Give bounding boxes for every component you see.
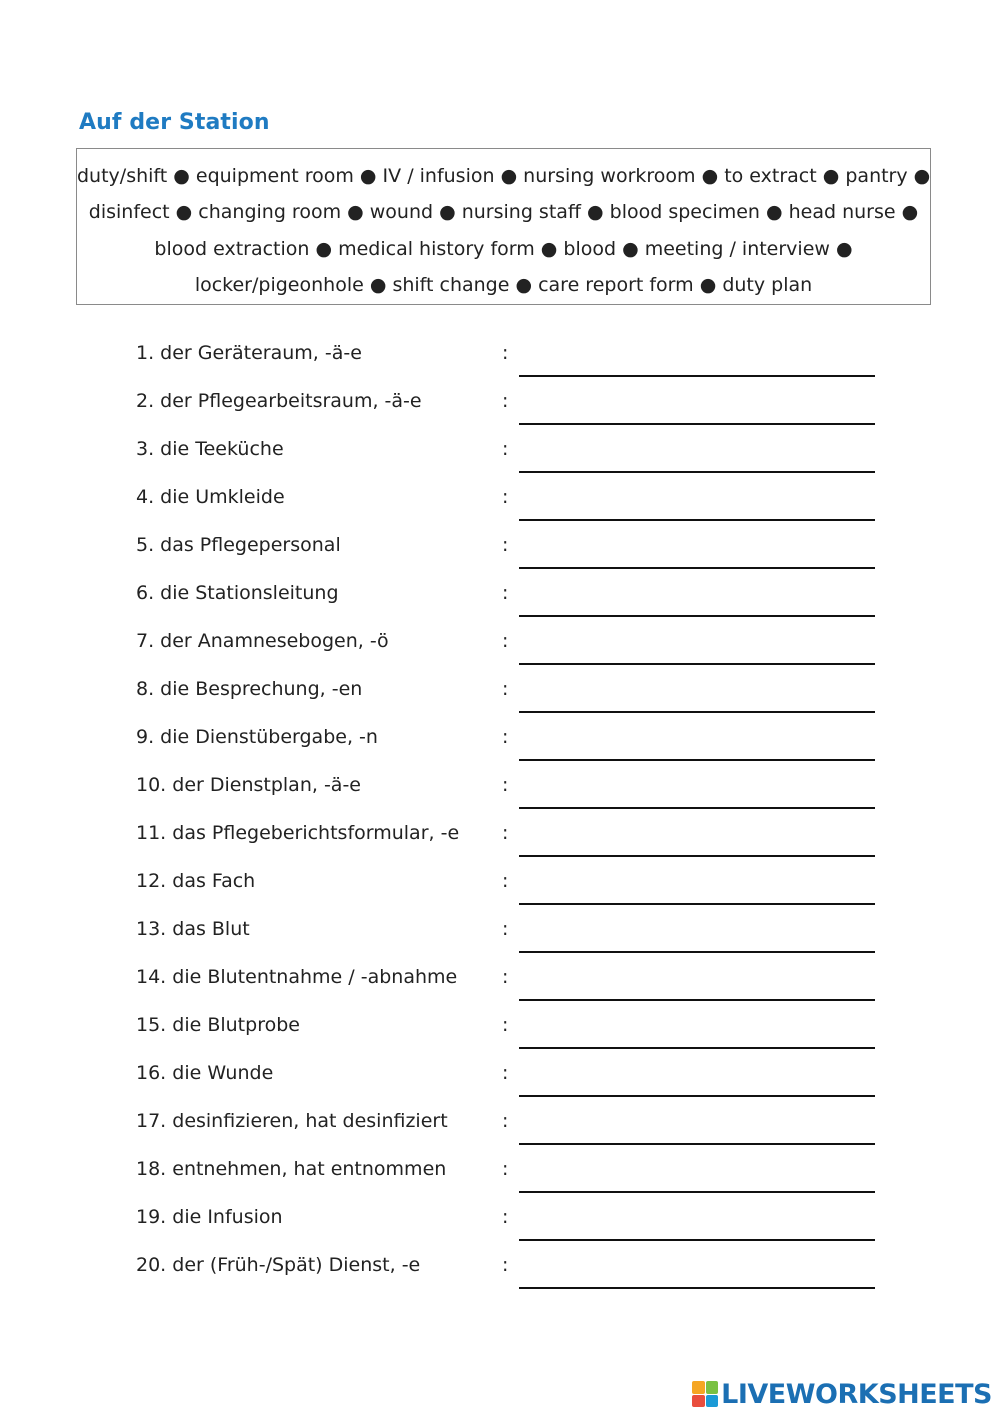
german-term: 7. der Anamnesebogen, -ö [136,630,389,652]
answer-input[interactable] [519,487,875,521]
separator-colon: : [502,966,509,988]
exercise-row [0,341,1000,389]
separator-colon: : [502,1254,509,1276]
exercise-row [0,869,1000,917]
german-term: 15. die Blutprobe [136,1014,300,1036]
german-term: 9. die Dienstübergabe, -n [136,726,378,748]
exercise-row [0,1109,1000,1157]
answer-input[interactable] [519,1159,875,1193]
separator-colon: : [502,486,509,508]
answer-input[interactable] [519,583,875,617]
exercise-row [0,437,1000,485]
answer-input[interactable] [519,1063,875,1097]
exercise-row [0,1157,1000,1205]
separator-colon: : [502,726,509,748]
separator-colon: : [502,342,509,364]
word-bank [76,148,931,305]
exercise-row [0,1205,1000,1253]
word-bank-line: blood extraction ● medical history form ● blood ● meeting / interview ● [154,237,853,260]
separator-colon: : [502,1206,509,1228]
separator-colon: : [502,534,509,556]
german-term: 17. desinfizieren, hat desinfiziert [136,1110,448,1132]
answer-input[interactable] [519,967,875,1001]
german-term: 10. der Dienstplan, -ä-e [136,774,361,796]
word-bank-line: locker/pigeonhole ● shift change ● care report form ● duty plan [194,273,813,296]
german-term: 11. das Pflegeberichtsformular, -e [136,822,460,844]
answer-input[interactable] [519,775,875,809]
liveworksheets-logo [692,1378,992,1410]
german-term: 4. die Umkleide [136,486,285,508]
separator-colon: : [502,390,509,412]
separator-colon: : [502,918,509,940]
exercise-row [0,533,1000,581]
german-term: 2. der Pflegearbeitsraum, -ä-e [136,390,422,412]
separator-colon: : [502,870,509,892]
german-term: 12. das Fach [136,870,256,892]
exercise-row [0,1061,1000,1109]
german-term: 20. der (Früh-/Spät) Dienst, -e [136,1254,421,1276]
separator-colon: : [502,678,509,700]
answer-input[interactable] [519,679,875,713]
answer-input[interactable] [519,871,875,905]
german-term: 16. die Wunde [136,1062,274,1084]
answer-input[interactable] [519,1255,875,1289]
german-term: 18. entnehmen, hat entnommen [136,1158,447,1180]
answer-input[interactable] [519,1015,875,1049]
separator-colon: : [502,1062,509,1084]
german-term: 6. die Stationsleitung [136,582,339,604]
german-term: 3. die Teeküche [136,438,284,460]
exercise-row [0,725,1000,773]
separator-colon: : [502,1110,509,1132]
exercise-row [0,677,1000,725]
separator-colon: : [502,438,509,460]
separator-colon: : [502,1014,509,1036]
word-bank-line: duty/shift ● equipment room ● IV / infusion ● nursing workroom ● to extract ● pantry ● [77,165,931,187]
brand-name: LIVEWORKSHEETS [721,1378,992,1410]
exercise-row [0,917,1000,965]
liveworksheets-logo-icon [692,1381,718,1407]
separator-colon: : [502,1158,509,1180]
exercise-row [0,629,1000,677]
answer-input[interactable] [519,727,875,761]
separator-colon: : [502,774,509,796]
german-term: 5. das Pflegepersonal [136,534,341,556]
separator-colon: : [502,630,509,652]
answer-input[interactable] [519,391,875,425]
german-term: 14. die Blutentnahme / -abnahme [136,966,458,988]
answer-input[interactable] [519,535,875,569]
answer-input[interactable] [519,1111,875,1145]
page-title: Auf der Station [79,110,270,135]
separator-colon: : [502,822,509,844]
exercise-row [0,1253,1000,1301]
exercise-row [0,1013,1000,1061]
answer-input[interactable] [519,919,875,953]
german-term: 8. die Besprechung, -en [136,678,363,700]
exercise-row [0,485,1000,533]
exercise-row [0,581,1000,629]
separator-colon: : [502,582,509,604]
answer-input[interactable] [519,823,875,857]
exercise-row [0,389,1000,437]
german-term: 19. die Infusion [136,1206,283,1228]
exercise-row [0,965,1000,1013]
exercise-row [0,821,1000,869]
answer-input[interactable] [519,439,875,473]
german-term: 1. der Geräteraum, -ä-e [136,342,362,364]
answer-input[interactable] [519,631,875,665]
german-term: 13. das Blut [136,918,250,940]
answer-input[interactable] [519,343,875,377]
exercise-row [0,773,1000,821]
word-bank-line: disinfect ● changing room ● wound ● nursing staff ● blood specimen ● head nurse ● [88,201,919,224]
answer-input[interactable] [519,1207,875,1241]
